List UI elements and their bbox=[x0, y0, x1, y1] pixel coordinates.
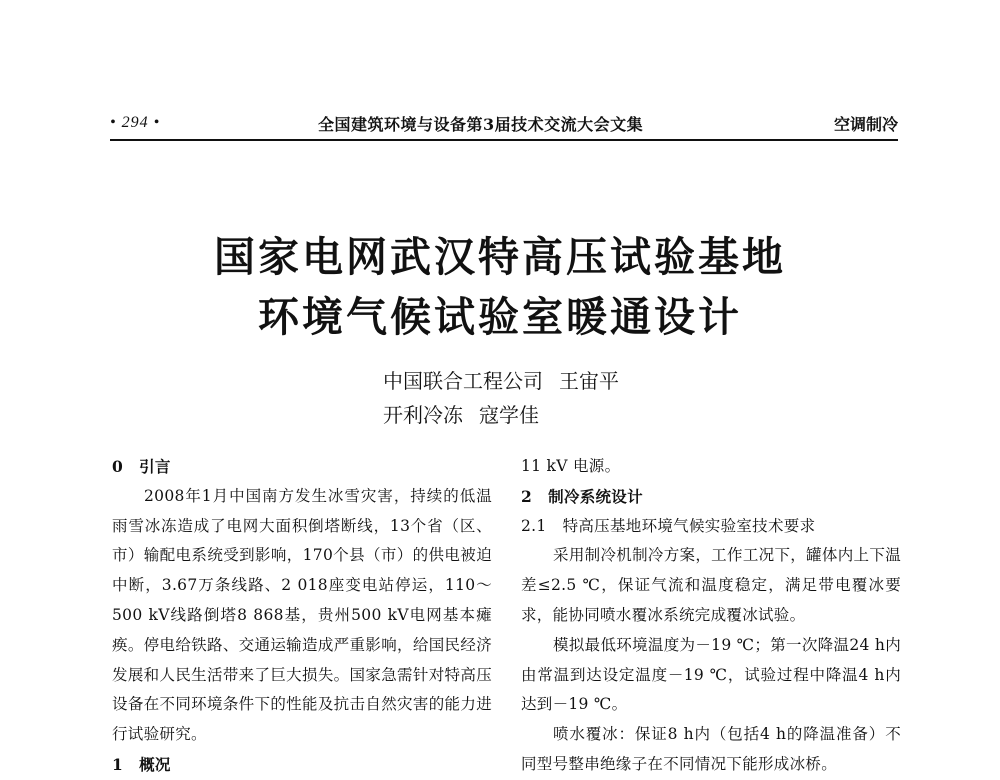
author-row bbox=[383, 398, 619, 432]
author-row bbox=[383, 364, 619, 398]
body-paragraph: 喷水覆冰：保证8 h内（包括4 h的降温准备）不同型号整串绝缘子在不同情况下能形成冰桥。 bbox=[521, 725, 901, 773]
section-heading bbox=[112, 452, 492, 482]
section-heading bbox=[112, 750, 492, 780]
continued-text: 11 kV 电源。 bbox=[521, 457, 621, 475]
section-title: 概况 bbox=[139, 754, 171, 774]
paper-title-line-1: 国家电网武汉特高压试验基地 bbox=[214, 233, 786, 281]
author-name: 寇学佳 bbox=[479, 403, 539, 427]
page-number: • 294 • bbox=[110, 114, 161, 131]
author-name: 王宙平 bbox=[559, 369, 619, 393]
author-affiliation: 中国联合工程公司 bbox=[383, 369, 543, 393]
body-paragraph: 采用制冷机制冷方案，工作工况下，罐体内上下温差≤2.5 ℃，保证气流和温度稳定，满足带电覆冰要求，能协同喷水覆冰系统完成覆冰试验。 bbox=[521, 546, 901, 624]
journal-title: 全国建筑环境与设备第3届技术交流大会文集 bbox=[318, 115, 644, 134]
right-column bbox=[521, 452, 901, 780]
subsection-number: 2.1 bbox=[521, 516, 547, 535]
section-number: 0 bbox=[112, 457, 124, 476]
section-heading bbox=[521, 482, 901, 512]
subsection-heading bbox=[521, 512, 901, 542]
section-title: 制冷系统设计 bbox=[548, 486, 643, 506]
intro-paragraph: 2008年1月中国南方发生冰雪灾害，持续的低温雨雪冰冻造成了电网大面积倒塔断线，13个省（区、市）输配电系统受到影响，170个县（市）的供电被迫中断，3.67万条线路、2 018座变电站停运，110～500 kV线路倒塔8 868基，贵州500 kV电网基本瘫痪。停电给铁路、交通运输造成严重影响，给国民经济发展和人民生活带来了巨大损失。国家急需针对特高压设备在不同环境条件下的性能及抗击自然灾害的能力进行试验研究。 bbox=[112, 486, 492, 744]
header-rule bbox=[110, 139, 898, 141]
section-label: 空调制冷 bbox=[833, 115, 898, 134]
body-paragraph: 模拟最低环境温度为－19 ℃；第一次降温24 h内由常温到达设定温度－19 ℃，试验过程中降温4 h内达到－19 ℃。 bbox=[521, 635, 901, 714]
section-number: 2 bbox=[521, 486, 533, 506]
section-title: 引言 bbox=[139, 457, 171, 476]
subsection-title: 特高压基地环境气候实验室技术要求 bbox=[562, 516, 816, 535]
author-block bbox=[383, 364, 619, 432]
paper-title-line-2: 环境气候试验室暖通设计 bbox=[258, 293, 742, 341]
running-header bbox=[110, 112, 898, 138]
section-number: 1 bbox=[112, 754, 124, 774]
author-affiliation: 开利冷冻 bbox=[383, 403, 463, 427]
left-column bbox=[112, 452, 492, 780]
